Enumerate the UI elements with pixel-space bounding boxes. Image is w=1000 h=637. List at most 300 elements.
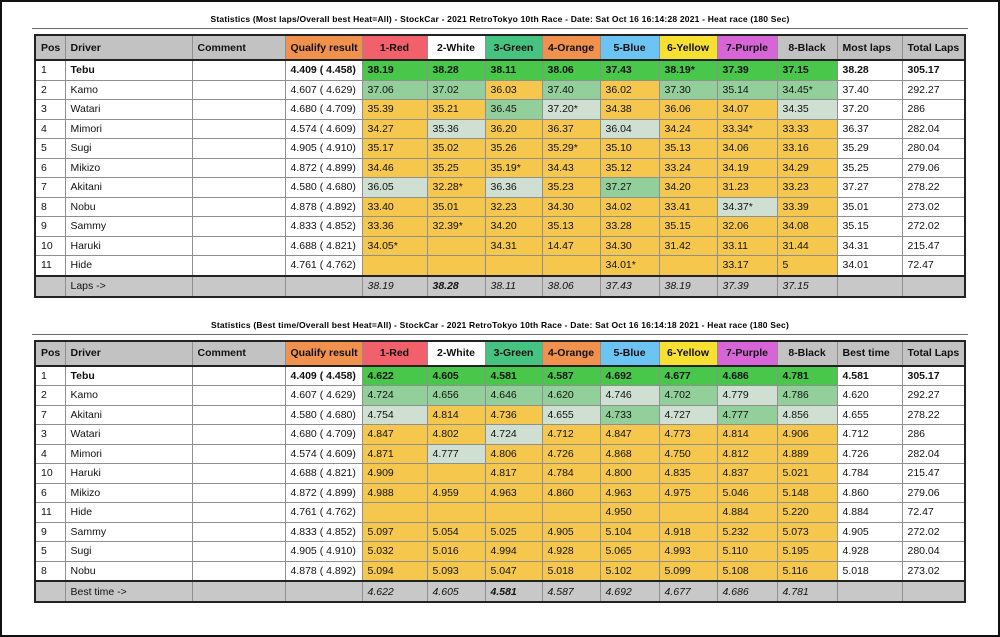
heat-cell-5: 4.800	[600, 464, 659, 484]
heat-cell-1: 33.40	[362, 197, 427, 217]
comment-cell	[192, 158, 285, 178]
summary-heat-cell-1: 4.622	[362, 581, 427, 602]
total-laps-cell: 292.27	[902, 80, 965, 100]
summary-qualify-cell	[285, 276, 362, 297]
comment-cell	[192, 139, 285, 159]
heat-cell-1	[362, 256, 427, 276]
heat-cell-6: 38.19*	[659, 60, 717, 80]
heat-cell-3: 4.646	[485, 386, 542, 406]
comment-cell	[192, 256, 285, 276]
heat-cell-7: 33.11	[717, 236, 777, 256]
heat-cell-4: 4.655	[542, 405, 600, 425]
qualify-cell: 4.878 ( 4.892)	[285, 197, 362, 217]
result-cell: 38.28	[837, 60, 902, 80]
heat-cell-5: 4.868	[600, 444, 659, 464]
heat-cell-3: 34.20	[485, 217, 542, 237]
column-header-comment: Comment	[192, 341, 285, 366]
heat-cell-8: 4.906	[777, 425, 837, 445]
heat-cell-2: 4.605	[427, 366, 485, 386]
comment-cell	[192, 236, 285, 256]
pos-cell: 1	[35, 60, 65, 80]
heat-cell-7: 5.232	[717, 522, 777, 542]
heat-cell-5: 34.02	[600, 197, 659, 217]
heat-cell-1: 35.39	[362, 100, 427, 120]
column-header-qualify-result: Qualify result	[285, 341, 362, 366]
heat-cell-3: 4.806	[485, 444, 542, 464]
report-title: Statistics (Most laps/Overall best Heat=All) - StockCar - 2021 RetroTokyo 10th Race - Date: Sat Oct 16 16:14:28 2021 - Heat race (180 Sec)	[210, 14, 790, 24]
comment-cell	[192, 119, 285, 139]
pos-cell: 6	[35, 158, 65, 178]
result-cell: 35.15	[837, 217, 902, 237]
summary-heat-cell-4: 4.587	[542, 581, 600, 602]
column-header-driver: Driver	[65, 341, 192, 366]
column-header-comment: Comment	[192, 35, 285, 60]
heat-cell-7: 4.812	[717, 444, 777, 464]
heat-cell-1: 4.871	[362, 444, 427, 464]
comment-cell	[192, 561, 285, 581]
summary-heat-cell-5: 4.692	[600, 581, 659, 602]
driver-cell: Watari	[65, 425, 192, 445]
heat-cell-2: 32.28*	[427, 178, 485, 198]
qualify-cell: 4.607 ( 4.629)	[285, 386, 362, 406]
driver-row-tebu	[35, 366, 965, 386]
heat-cell-5: 37.43	[600, 60, 659, 80]
heat-cell-5: 4.733	[600, 405, 659, 425]
heat-cell-2: 35.02	[427, 139, 485, 159]
column-header-total-laps: Total Laps	[902, 341, 965, 366]
result-cell: 4.655	[837, 405, 902, 425]
qualify-cell: 4.580 ( 4.680)	[285, 405, 362, 425]
summary-row	[35, 581, 965, 602]
heat-cell-8: 5.021	[777, 464, 837, 484]
heat-cell-1: 37.06	[362, 80, 427, 100]
heat-cell-2: 4.656	[427, 386, 485, 406]
heat-cell-8: 33.23	[777, 178, 837, 198]
heat-cell-4: 36.37	[542, 119, 600, 139]
total-laps-cell: 286	[902, 425, 965, 445]
heat-cell-6: 33.24	[659, 158, 717, 178]
heat-cell-3: 38.11	[485, 60, 542, 80]
heat-cell-2: 35.25	[427, 158, 485, 178]
heat-cell-2: 35.01	[427, 197, 485, 217]
heat-cell-6: 4.835	[659, 464, 717, 484]
heat-cell-6: 36.06	[659, 100, 717, 120]
heat-cell-7: 34.07	[717, 100, 777, 120]
column-header-5-blue: 5-Blue	[600, 341, 659, 366]
comment-cell	[192, 444, 285, 464]
driver-cell: Tebu	[65, 366, 192, 386]
heat-cell-8: 4.856	[777, 405, 837, 425]
heat-cell-1: 5.097	[362, 522, 427, 542]
driver-row-sammy	[35, 522, 965, 542]
heat-cell-1: 38.19	[362, 60, 427, 80]
heat-cell-6: 31.42	[659, 236, 717, 256]
pos-cell: 1	[35, 366, 65, 386]
heat-cell-7: 34.37*	[717, 197, 777, 217]
heat-cell-6: 33.41	[659, 197, 717, 217]
column-header-4-orange: 4-Orange	[542, 35, 600, 60]
heat-cell-7: 4.814	[717, 425, 777, 445]
heat-cell-4: 4.784	[542, 464, 600, 484]
result-cell: 35.25	[837, 158, 902, 178]
summary-heat-cell-6: 4.677	[659, 581, 717, 602]
column-header-pos: Pos	[35, 35, 65, 60]
comment-cell	[192, 80, 285, 100]
comment-cell	[192, 522, 285, 542]
result-cell: 4.581	[837, 366, 902, 386]
qualify-cell: 4.580 ( 4.680)	[285, 178, 362, 198]
qualify-cell: 4.680 ( 4.709)	[285, 100, 362, 120]
column-header-2-white: 2-White	[427, 341, 485, 366]
comment-cell	[192, 60, 285, 80]
driver-cell: Hide	[65, 256, 192, 276]
heat-cell-4: 4.587	[542, 366, 600, 386]
heat-cell-6: 4.975	[659, 483, 717, 503]
heat-cell-3: 36.45	[485, 100, 542, 120]
driver-cell: Watari	[65, 100, 192, 120]
driver-row-mimori	[35, 444, 965, 464]
column-header-8-black: 8-Black	[777, 341, 837, 366]
heat-cell-6: 35.15	[659, 217, 717, 237]
driver-row-akitani	[35, 178, 965, 198]
summary-row	[35, 276, 965, 297]
heat-cell-5: 5.102	[600, 561, 659, 581]
heat-cell-4: 4.712	[542, 425, 600, 445]
total-laps-cell: 273.02	[902, 561, 965, 581]
summary-heat-cell-7: 37.39	[717, 276, 777, 297]
qualify-cell: 4.761 ( 4.762)	[285, 503, 362, 523]
heat-cell-6: 4.993	[659, 542, 717, 562]
heat-cell-8: 33.33	[777, 119, 837, 139]
title-divider	[32, 28, 968, 29]
pos-cell: 7	[35, 405, 65, 425]
heat-cell-3	[485, 256, 542, 276]
total-laps-cell: 72.47	[902, 503, 965, 523]
heat-cell-6	[659, 503, 717, 523]
heat-cell-1: 4.988	[362, 483, 427, 503]
driver-cell: Akitani	[65, 405, 192, 425]
summary-pos-cell	[35, 581, 65, 602]
heat-cell-4: 35.13	[542, 217, 600, 237]
heat-cell-8: 4.781	[777, 366, 837, 386]
summary-comment-cell	[192, 276, 285, 297]
column-header-total-laps: Total Laps	[902, 35, 965, 60]
heat-cell-4: 38.06	[542, 60, 600, 80]
pos-cell: 3	[35, 425, 65, 445]
driver-cell: Mimori	[65, 119, 192, 139]
heat-cell-8: 37.15	[777, 60, 837, 80]
heat-cell-8: 34.45*	[777, 80, 837, 100]
heat-cell-1: 5.032	[362, 542, 427, 562]
column-header-pos: Pos	[35, 341, 65, 366]
column-header-3-green: 3-Green	[485, 341, 542, 366]
result-cell: 34.31	[837, 236, 902, 256]
heat-cell-8: 5	[777, 256, 837, 276]
heat-cell-5: 5.104	[600, 522, 659, 542]
heat-cell-3: 4.736	[485, 405, 542, 425]
heat-cell-7: 33.34*	[717, 119, 777, 139]
pos-cell: 9	[35, 217, 65, 237]
driver-row-haruki	[35, 236, 965, 256]
heat-cell-6: 4.727	[659, 405, 717, 425]
heat-cell-8: 5.220	[777, 503, 837, 523]
heat-cell-8: 34.29	[777, 158, 837, 178]
heat-cell-7: 34.06	[717, 139, 777, 159]
column-header-1-red: 1-Red	[362, 341, 427, 366]
heat-cell-4: 35.23	[542, 178, 600, 198]
summary-heat-cell-2: 38.28	[427, 276, 485, 297]
heat-cell-1: 36.05	[362, 178, 427, 198]
pos-cell: 4	[35, 119, 65, 139]
qualify-cell: 4.872 ( 4.899)	[285, 158, 362, 178]
summary-heat-cell-1: 38.19	[362, 276, 427, 297]
heat-cell-8: 4.786	[777, 386, 837, 406]
total-laps-cell: 278.22	[902, 405, 965, 425]
heat-cell-6: 4.677	[659, 366, 717, 386]
qualify-cell: 4.680 ( 4.709)	[285, 425, 362, 445]
comment-cell	[192, 503, 285, 523]
comment-cell	[192, 217, 285, 237]
heat-cell-3: 35.19*	[485, 158, 542, 178]
pos-cell: 8	[35, 561, 65, 581]
result-cell: 35.01	[837, 197, 902, 217]
heat-cell-1: 35.17	[362, 139, 427, 159]
heat-cell-2: 5.054	[427, 522, 485, 542]
heat-cell-4: 4.726	[542, 444, 600, 464]
driver-row-watari	[35, 100, 965, 120]
qualify-cell: 4.574 ( 4.609)	[285, 444, 362, 464]
heat-cell-3: 36.36	[485, 178, 542, 198]
total-laps-cell: 279.06	[902, 158, 965, 178]
heat-cell-1: 4.754	[362, 405, 427, 425]
heat-cell-4: 4.620	[542, 386, 600, 406]
summary-heat-cell-4: 38.06	[542, 276, 600, 297]
heat-cell-3: 4.724	[485, 425, 542, 445]
pos-cell: 3	[35, 100, 65, 120]
most-laps-table	[34, 34, 966, 298]
heat-cell-7: 4.884	[717, 503, 777, 523]
heat-cell-4	[542, 256, 600, 276]
qualify-cell: 4.878 ( 4.892)	[285, 561, 362, 581]
driver-row-tebu	[35, 60, 965, 80]
heat-cell-7: 32.06	[717, 217, 777, 237]
qualify-cell: 4.905 ( 4.910)	[285, 542, 362, 562]
heat-cell-2: 35.21	[427, 100, 485, 120]
driver-cell: Hide	[65, 503, 192, 523]
comment-cell	[192, 100, 285, 120]
heat-cell-1: 4.724	[362, 386, 427, 406]
column-header-2-white: 2-White	[427, 35, 485, 60]
pos-cell: 2	[35, 386, 65, 406]
summary-comment-cell	[192, 581, 285, 602]
driver-row-kamo	[35, 386, 965, 406]
summary-label-cell: Laps ->	[65, 276, 192, 297]
heat-cell-2	[427, 256, 485, 276]
heat-cell-3: 36.20	[485, 119, 542, 139]
summary-heat-cell-3: 38.11	[485, 276, 542, 297]
heat-cell-4: 5.018	[542, 561, 600, 581]
summary-label-cell: Best time ->	[65, 581, 192, 602]
pos-cell: 9	[35, 522, 65, 542]
comment-cell	[192, 197, 285, 217]
heat-cell-8: 34.35	[777, 100, 837, 120]
driver-cell: Akitani	[65, 178, 192, 198]
total-laps-cell: 215.47	[902, 464, 965, 484]
pos-cell: 4	[35, 444, 65, 464]
driver-row-kamo	[35, 80, 965, 100]
best-time-table	[34, 340, 966, 604]
driver-row-hide	[35, 256, 965, 276]
header-row	[35, 341, 965, 366]
qualify-cell: 4.409 ( 4.458)	[285, 366, 362, 386]
heat-cell-1: 34.46	[362, 158, 427, 178]
heat-cell-6: 5.099	[659, 561, 717, 581]
heat-cell-4: 35.29*	[542, 139, 600, 159]
total-laps-cell: 273.02	[902, 197, 965, 217]
summary-heat-cell-3: 4.581	[485, 581, 542, 602]
heat-cell-1: 34.05*	[362, 236, 427, 256]
qualify-cell: 4.688 ( 4.821)	[285, 236, 362, 256]
heat-cell-2: 4.814	[427, 405, 485, 425]
heat-cell-7: 33.17	[717, 256, 777, 276]
heat-cell-2: 35.36	[427, 119, 485, 139]
total-laps-cell: 282.04	[902, 444, 965, 464]
heat-cell-5: 4.692	[600, 366, 659, 386]
heat-cell-2: 5.016	[427, 542, 485, 562]
heat-cell-6: 4.773	[659, 425, 717, 445]
driver-row-nobu	[35, 561, 965, 581]
result-cell: 37.40	[837, 80, 902, 100]
heat-cell-5: 33.28	[600, 217, 659, 237]
driver-cell: Sugi	[65, 139, 192, 159]
heat-cell-1: 4.909	[362, 464, 427, 484]
total-laps-cell: 279.06	[902, 483, 965, 503]
driver-cell: Nobu	[65, 561, 192, 581]
heat-cell-3: 4.963	[485, 483, 542, 503]
header-row	[35, 35, 965, 60]
summary-result-cell	[837, 581, 902, 602]
heat-cell-3: 34.31	[485, 236, 542, 256]
heat-cell-5: 34.38	[600, 100, 659, 120]
heat-cell-8: 33.16	[777, 139, 837, 159]
column-header-5-blue: 5-Blue	[600, 35, 659, 60]
column-header-most-laps: Most laps	[837, 35, 902, 60]
qualify-cell: 4.607 ( 4.629)	[285, 80, 362, 100]
pos-cell: 11	[35, 256, 65, 276]
heat-cell-5: 34.01*	[600, 256, 659, 276]
heat-cell-3	[485, 503, 542, 523]
heat-cell-2	[427, 464, 485, 484]
column-header-best-time: Best time	[837, 341, 902, 366]
heat-cell-7: 5.110	[717, 542, 777, 562]
result-cell: 4.884	[837, 503, 902, 523]
heat-cell-8: 34.08	[777, 217, 837, 237]
heat-cell-8: 5.073	[777, 522, 837, 542]
driver-cell: Sammy	[65, 522, 192, 542]
result-cell: 37.20	[837, 100, 902, 120]
heat-cell-2: 32.39*	[427, 217, 485, 237]
heat-cell-7: 31.23	[717, 178, 777, 198]
summary-total-cell	[902, 276, 965, 297]
pos-cell: 2	[35, 80, 65, 100]
total-laps-cell: 280.04	[902, 542, 965, 562]
result-cell: 4.860	[837, 483, 902, 503]
driver-cell: Nobu	[65, 197, 192, 217]
heat-cell-7: 5.108	[717, 561, 777, 581]
heat-cell-2	[427, 236, 485, 256]
result-cell: 34.01	[837, 256, 902, 276]
most-laps-report	[2, 2, 998, 298]
driver-row-watari	[35, 425, 965, 445]
qualify-cell: 4.409 ( 4.458)	[285, 60, 362, 80]
result-cell: 36.37	[837, 119, 902, 139]
total-laps-cell: 278.22	[902, 178, 965, 198]
heat-cell-7: 5.046	[717, 483, 777, 503]
pos-cell: 5	[35, 542, 65, 562]
driver-cell: Kamo	[65, 80, 192, 100]
summary-qualify-cell	[285, 581, 362, 602]
heat-cell-8: 33.39	[777, 197, 837, 217]
result-cell: 35.29	[837, 139, 902, 159]
summary-heat-cell-5: 37.43	[600, 276, 659, 297]
driver-row-haruki	[35, 464, 965, 484]
driver-cell: Mikizo	[65, 158, 192, 178]
heat-cell-5: 5.065	[600, 542, 659, 562]
column-header-8-black: 8-Black	[777, 35, 837, 60]
summary-total-cell	[902, 581, 965, 602]
heat-cell-6: 35.13	[659, 139, 717, 159]
comment-cell	[192, 386, 285, 406]
heat-cell-3: 4.817	[485, 464, 542, 484]
heat-cell-5: 35.10	[600, 139, 659, 159]
driver-row-sugi	[35, 542, 965, 562]
driver-row-akitani	[35, 405, 965, 425]
qualify-cell: 4.574 ( 4.609)	[285, 119, 362, 139]
total-laps-cell: 215.47	[902, 236, 965, 256]
heat-cell-1: 4.622	[362, 366, 427, 386]
heat-cell-2: 4.959	[427, 483, 485, 503]
best-time-report	[2, 298, 998, 604]
qualify-cell: 4.761 ( 4.762)	[285, 256, 362, 276]
heat-cell-4: 34.30	[542, 197, 600, 217]
heat-cell-7: 4.837	[717, 464, 777, 484]
heat-cell-3: 5.047	[485, 561, 542, 581]
comment-cell	[192, 464, 285, 484]
heat-cell-4: 37.40	[542, 80, 600, 100]
qualify-cell: 4.688 ( 4.821)	[285, 464, 362, 484]
heat-cell-5: 4.963	[600, 483, 659, 503]
heat-cell-6: 4.918	[659, 522, 717, 542]
heat-cell-7: 37.39	[717, 60, 777, 80]
heat-cell-6: 34.20	[659, 178, 717, 198]
total-laps-cell: 272.02	[902, 217, 965, 237]
pos-cell: 8	[35, 197, 65, 217]
heat-cell-4: 37.20*	[542, 100, 600, 120]
heat-cell-2: 38.28	[427, 60, 485, 80]
driver-row-mikizo	[35, 483, 965, 503]
heat-cell-3: 32.23	[485, 197, 542, 217]
heat-cell-2: 5.093	[427, 561, 485, 581]
heat-cell-1	[362, 503, 427, 523]
heat-cell-3: 4.994	[485, 542, 542, 562]
pos-cell: 6	[35, 483, 65, 503]
result-cell: 4.620	[837, 386, 902, 406]
pos-cell: 11	[35, 503, 65, 523]
heat-cell-4: 14.47	[542, 236, 600, 256]
column-header-qualify-result: Qualify result	[285, 35, 362, 60]
heat-cell-2	[427, 503, 485, 523]
heat-cell-7: 4.777	[717, 405, 777, 425]
